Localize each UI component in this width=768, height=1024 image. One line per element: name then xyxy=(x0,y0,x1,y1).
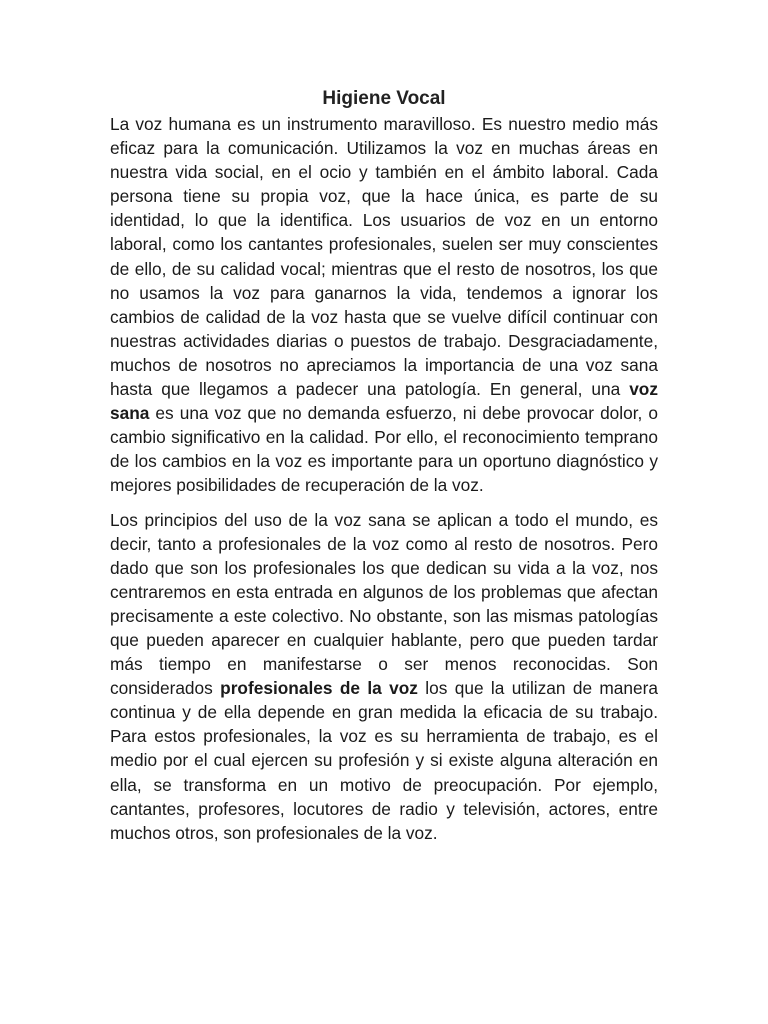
paragraph-2 xyxy=(110,508,658,845)
bold-term-voz-sana: voz sana xyxy=(110,379,658,424)
paragraph-1-text-a: La voz humana es un instrumento maravilloso. Es nuestro medio más eficaz para la comunicación. Utilizamos la voz en muchas áreas en nuestra vida social, en el ocio y también en el ámbito laboral. Cada persona tiene su propia voz, que la hace única, es parte de su identidad, lo que la identifica. Los usuarios de voz en un entorno laboral, como los cantantes profesionales, suelen ser muy conscientes de ello, de su calidad vocal; mientras que el resto de nosotros, los que no usamos la voz para ganarnos la vida, tendemos a ignorar los cambios de calidad de la voz hasta que se vuelve difícil continuar con nuestras actividades diarias o puestos de trabajo. Desgraciadamente, muchos de nosotros no apreciamos la importancia de una voz sana hasta que llegamos a padecer una patología. En general, una xyxy=(110,114,658,400)
paragraph-2-text-b: los que la utilizan de manera continua y de ella depende en gran medida la eficacia de su trabajo. Para estos profesionales, la voz es su herramienta de trabajo, es el medio por el cual ejercen su profesión y si existe alguna alteración en ella, se transforma en un motivo de preocupación. Por ejemplo, cantantes, profesores, locutores de radio y televisión, actores, entre muchos otros, son profesionales de la voz. xyxy=(110,678,658,843)
paragraph-2-text-a: Los principios del uso de la voz sana se aplican a todo el mundo, es decir, tanto a profesionales de la voz como al resto de nosotros. Pero dado que son los profesionales los que dedican su vida a la voz, nos centraremos en esta entrada en algunos de los problemas que afectan precisamente a este colectivo. No obstante, son las mismas patologías que pueden aparecer en cualquier hablante, pero que pueden tardar más tiempo en manifestarse o ser menos reconocidas. Son considerados xyxy=(110,509,658,699)
paragraph-1-text-b: es una voz que no demanda esfuerzo, ni debe provocar dolor, o cambio significativo en la calidad. Por ello, el reconocimiento temprano de los cambios en la voz es importante para un oportuno diagnóstico y mejores posibilidades de recuperación de la voz. xyxy=(110,403,658,496)
document-title: Higiene Vocal xyxy=(322,88,446,109)
document-page xyxy=(110,86,658,845)
bold-term-profesionales-de-la-voz: profesionales de la voz xyxy=(220,678,418,699)
paragraph-1 xyxy=(110,112,658,498)
